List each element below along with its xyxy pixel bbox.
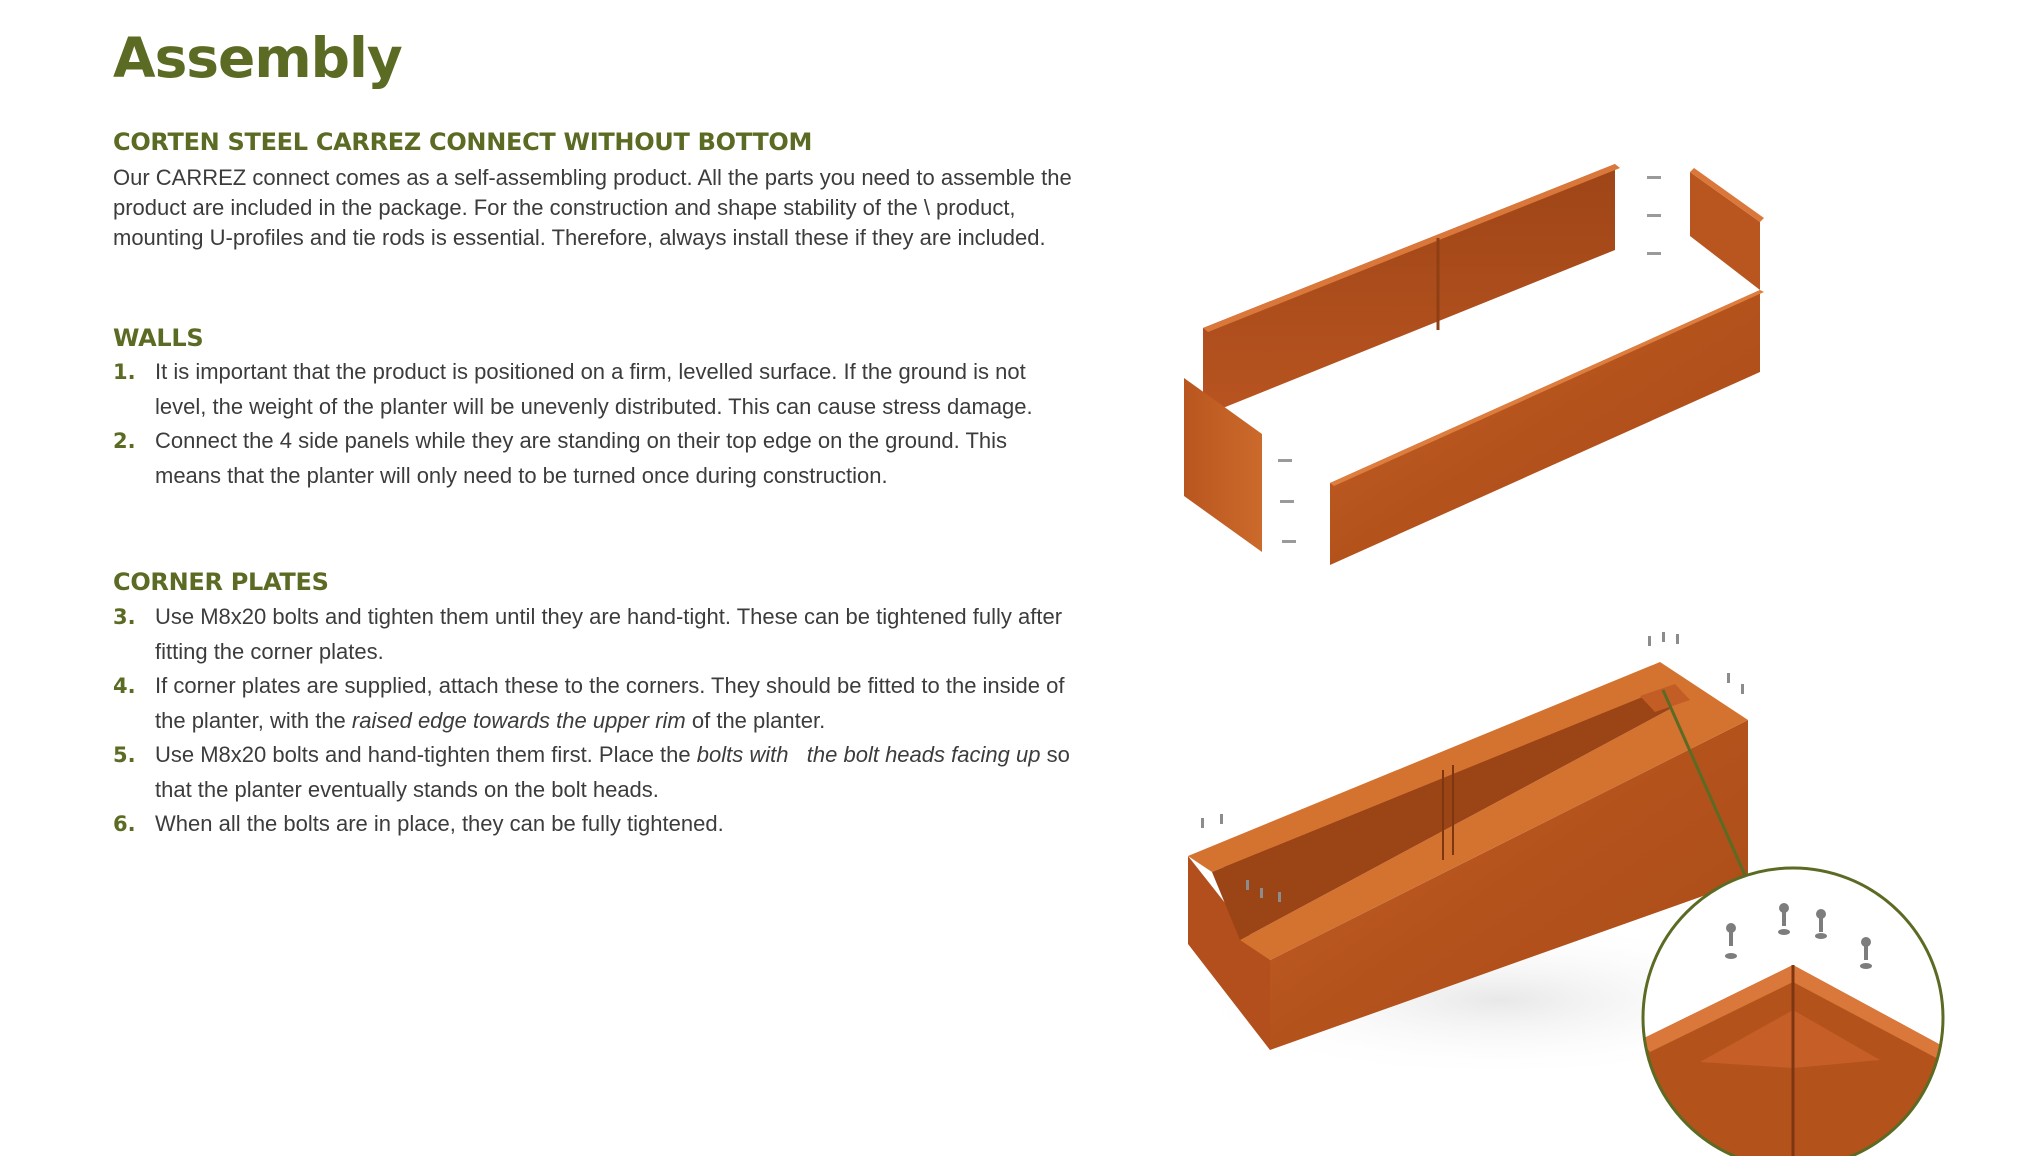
intro-paragraph: Our CARREZ connect comes as a self-assembling product. All the parts you need to assemble the product are included in the package. For the construction and shape stability of the \ product, mounting U-profiles and tie rods is essential. Therefore, always install these if they are included. bbox=[113, 165, 1072, 250]
step-text-pre: If corner plates are supplied, attach these to the corners. They should be fitted to the inside of the planter, with the bbox=[155, 673, 1065, 733]
step-text-emphasis: bolts with the bolt heads facing bbox=[696, 742, 1010, 767]
step-text-emphasis-2: up bbox=[1015, 742, 1041, 767]
page-title: Assembly bbox=[113, 26, 402, 90]
corner-plates-heading: CORNER PLATES bbox=[113, 568, 329, 596]
step-number: 2. bbox=[113, 429, 136, 453]
step-text: When all the bolts are in place, they can be fully tightened. bbox=[155, 811, 724, 836]
step-text-post: so that the planter eventually stands on the bolt heads. bbox=[155, 742, 1070, 802]
walls-heading: WALLS bbox=[113, 324, 204, 352]
back-wall-panel bbox=[1203, 164, 1615, 416]
step-number: 3. bbox=[113, 605, 136, 629]
step-text: It is important that the product is positioned on a firm, levelled surface. If the ground is not level, the weight of the planter will be unevenly distributed. This can cause stress damage. bbox=[155, 359, 1033, 419]
right-end-panel bbox=[1690, 172, 1760, 290]
step-number: 4. bbox=[113, 674, 136, 698]
step-text-post: of the planter. bbox=[685, 707, 826, 733]
step-number: 1. bbox=[113, 360, 136, 384]
step-text: Use M8x20 bolts and tighten them until they are hand-tight. These can be tightened fully after fitting the corner plates. bbox=[155, 604, 1063, 664]
product-heading: CORTEN STEEL CARREZ CONNECT WITHOUT BOTTOM bbox=[113, 128, 813, 156]
step-text-pre: Use M8x20 bolts and hand-tighten them first. Place the bbox=[155, 742, 697, 767]
step-text-emphasis: raised edge towards the upper rim bbox=[351, 707, 686, 733]
step-text: Connect the 4 side panels while they are standing on their top edge on the ground. This means that the planter will only need to be turned once during construction. bbox=[155, 428, 1008, 488]
step-number: 5. bbox=[113, 743, 136, 767]
step-number: 6. bbox=[113, 812, 136, 836]
